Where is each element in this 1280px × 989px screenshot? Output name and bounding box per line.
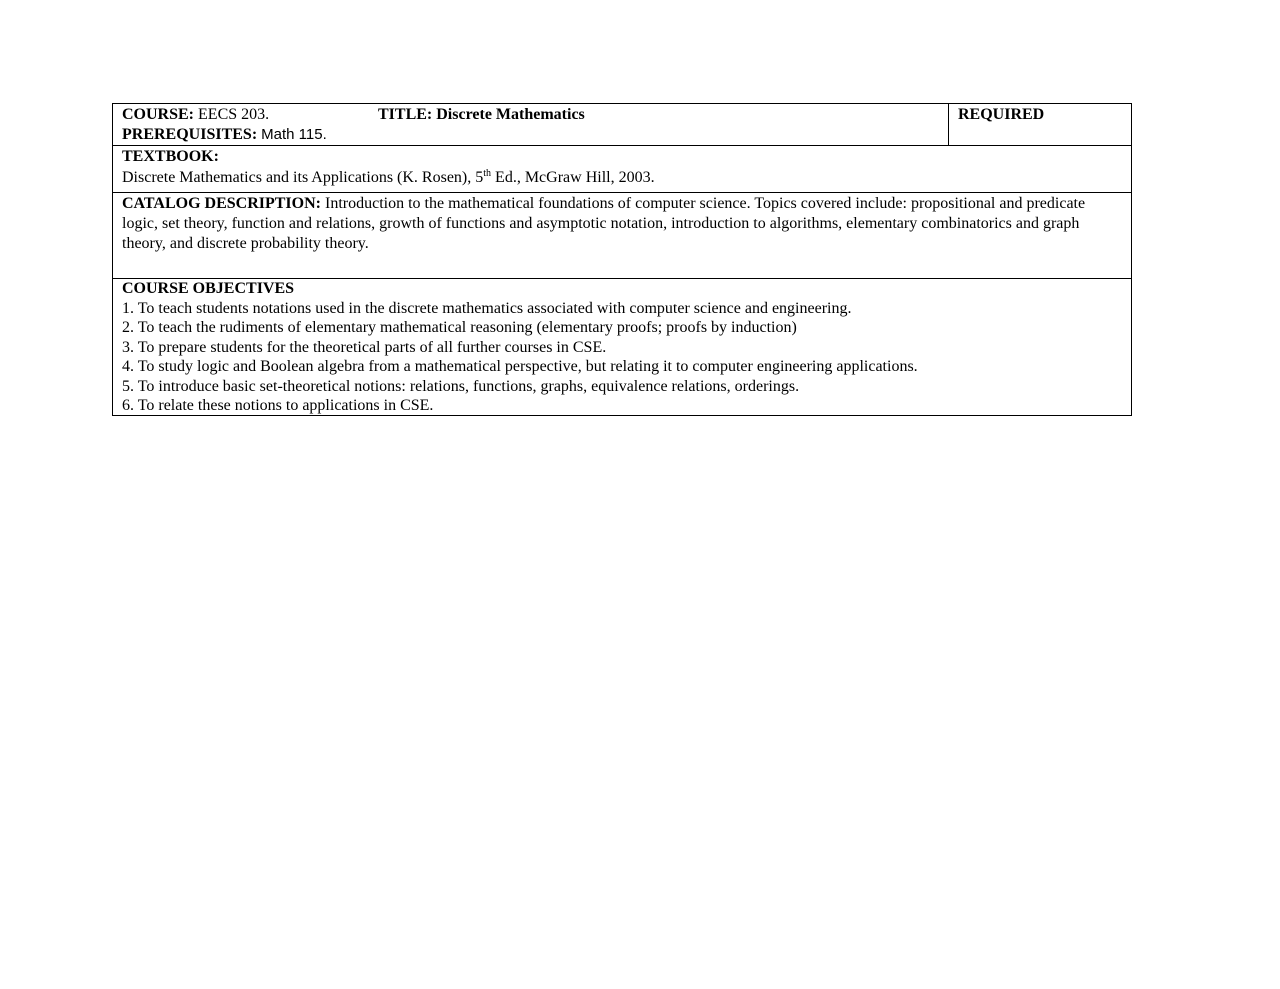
objectives-heading: COURSE OBJECTIVES xyxy=(122,280,295,297)
course-header-cell xyxy=(113,104,948,145)
citation-text: Discrete Mathematics and its Applications (K. Rosen), 5 xyxy=(122,169,484,186)
required-cell: REQUIRED xyxy=(948,104,1131,145)
course-line xyxy=(122,105,948,125)
course-title xyxy=(378,105,585,125)
catalog-text: Introduction to the mathematical foundations of computer science. Topics covered include: propositional and predicate logic, set theory, function and relations, growth of functions and asymptotic notation, introduction to algorithms, elementary combinatorics and graph theory, and discrete probability theory. xyxy=(122,195,1086,252)
citation-publisher: Ed., McGraw Hill, 2003. xyxy=(491,169,655,186)
textbook-label: TEXTBOOK: xyxy=(122,148,219,165)
prerequisites-value: Math 115. xyxy=(261,126,327,143)
objective-item: 5. To introduce basic set-theoretical notions: relations, functions, graphs, equivalence relations, orderings. xyxy=(122,377,800,395)
course-code: EECS 203. xyxy=(198,106,270,123)
catalog-label: CATALOG DESCRIPTION: xyxy=(122,195,321,212)
prerequisites-line xyxy=(122,125,948,145)
objective-item: 1. To teach students notations used in the discrete mathematics associated with computer science and engineering. xyxy=(122,299,852,317)
objective-item: 6. To relate these notions to applications in CSE. xyxy=(122,397,434,414)
title-value: Discrete Mathematics xyxy=(436,106,585,123)
textbook-citation xyxy=(122,168,1131,188)
course-label: COURSE: xyxy=(122,106,195,123)
edition-superscript: th xyxy=(483,168,492,179)
course-header-row xyxy=(113,104,1131,145)
objective-item: 2. To teach the rudiments of elementary mathematical reasoning (elementary proofs; proofs by induction) xyxy=(122,319,797,336)
textbook-row xyxy=(113,145,1131,192)
prerequisites-label: PREREQUISITES: xyxy=(122,126,258,143)
course-info-table xyxy=(112,103,1132,416)
title-label: TITLE: xyxy=(378,106,433,123)
catalog-description-row xyxy=(113,192,1131,278)
objective-item: 3. To prepare students for the theoretical parts of all further courses in CSE. xyxy=(122,338,607,356)
objective-item: 4. To study logic and Boolean algebra from a mathematical perspective, but relating it to computer engineering applications. xyxy=(122,358,918,375)
course-objectives-row xyxy=(113,278,1131,415)
